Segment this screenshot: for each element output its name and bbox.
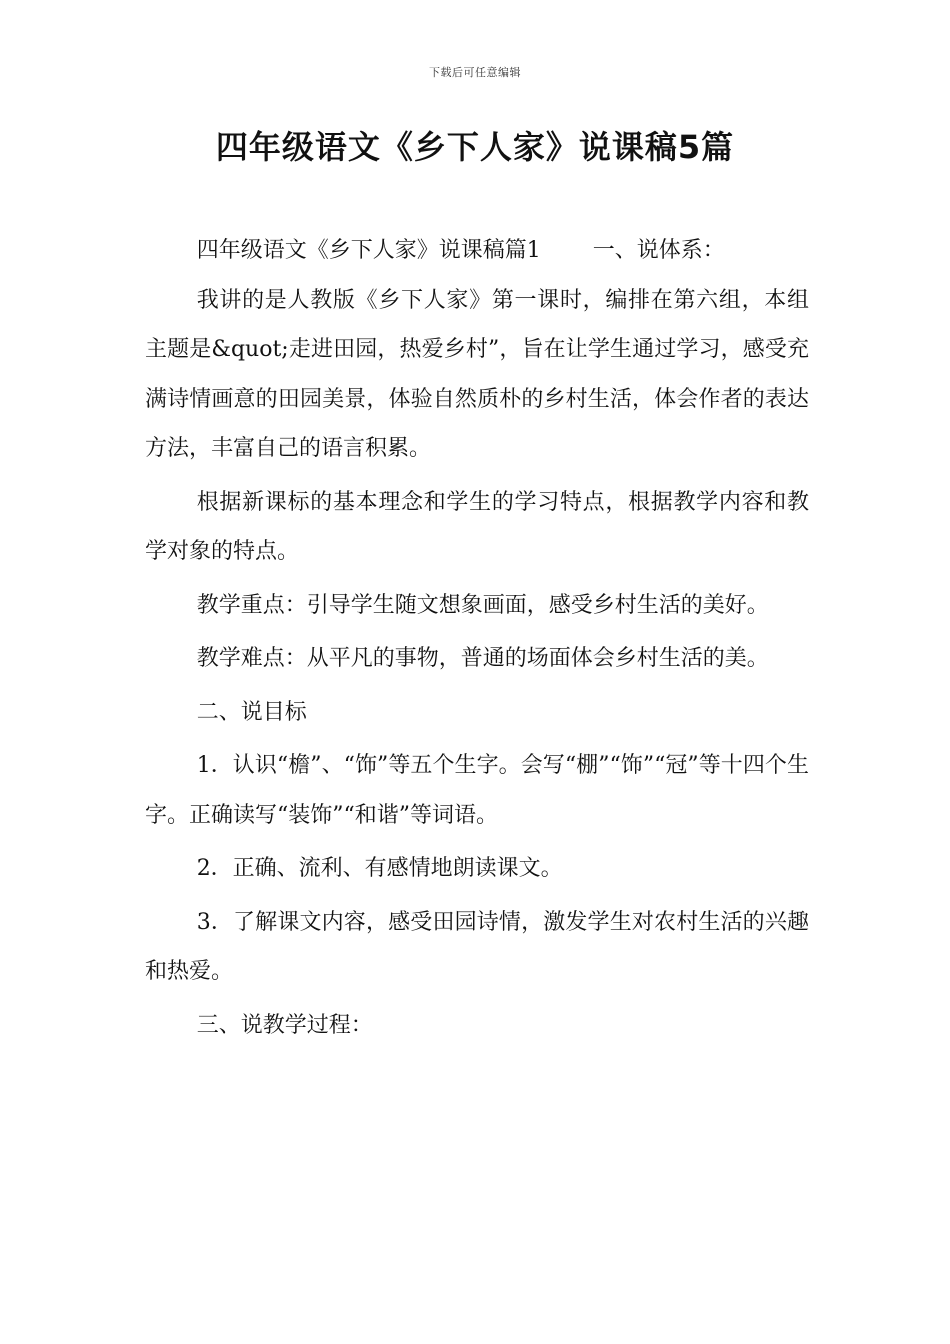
goal-item-2: 2．正确、流利、有感情地朗读课文。	[196, 856, 563, 881]
paragraph-intro: 我讲的是人教版《乡下人家》第一课时，编排在第六组，本组主题是&quot;走进田园，热爱乡村”，旨在让学生通过学习，感受充满诗情画意的田园美景，体验自然质朴的乡村生活，体会作者的表达方法，丰富自己的语言积累。	[145, 287, 809, 461]
paragraph-difficulty: 教学难点：从平凡的事物，普通的场面体会乡村生活的美。	[196, 646, 769, 671]
document-body	[145, 226, 809, 1050]
document-title: 四年级语文《乡下人家》说课稿5篇	[215, 128, 735, 166]
section-heading-goals: 二、说目标	[196, 699, 307, 725]
paragraph-basis: 根据新课标的基本理念和学生的学习特点，根据教学内容和教学对象的特点。	[145, 489, 809, 564]
section-heading-article: 四年级语文《乡下人家》说课稿篇1	[196, 238, 541, 263]
goal-item-1: 1．认识“檐”、“饰”等五个生字。会写“棚”“饰”“冠”等十四个生字。正确读写“装饰”“和谐”等词语。	[145, 753, 809, 828]
section-heading-system: 一、说体系：	[592, 238, 725, 263]
goal-item-3: 3．了解课文内容，感受田园诗情，激发学生对农村生活的兴趣和热爱。	[145, 909, 809, 984]
paragraph-key-point: 教学重点：引导学生随文想象画面，感受乡村生活的美好。	[196, 592, 769, 618]
first-line	[145, 226, 809, 276]
header-note: 下载后可任意编辑	[429, 66, 521, 79]
section-heading-process: 三、说教学过程：	[196, 1012, 373, 1038]
